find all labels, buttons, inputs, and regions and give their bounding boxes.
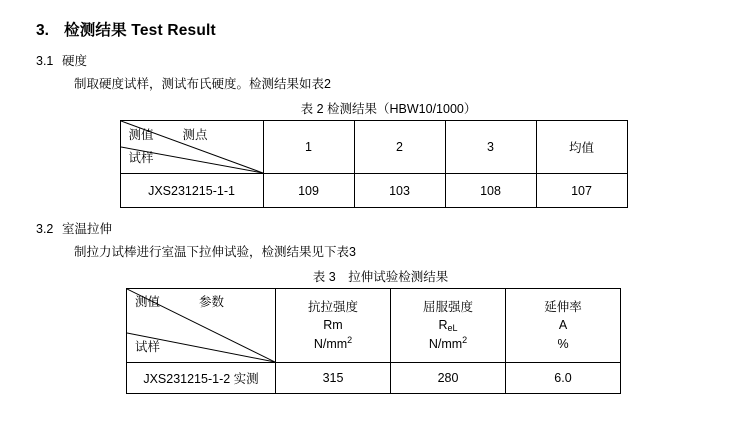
- header-line-1: 屈服强度: [422, 300, 473, 315]
- column-header-2: 2: [354, 121, 445, 174]
- table-row-header: [127, 289, 621, 363]
- hardness-value-1: 109: [263, 174, 354, 208]
- corner-label-top-left: 测值: [135, 295, 161, 309]
- column-header-tensile-strength: [276, 289, 391, 363]
- column-header-elongation: [506, 289, 621, 363]
- header-line-3: %: [557, 336, 569, 351]
- header-line-2: Rm: [323, 318, 343, 333]
- hardness-value-3: 108: [445, 174, 536, 208]
- header-line-1: 抗拉强度: [307, 300, 358, 315]
- body-text-31: 制取硬度试样，测试布氏硬度。检测结果如表2: [74, 76, 331, 91]
- header-line-2: $R_{eL}$: [438, 318, 458, 334]
- header-line-3: $N/mm^2$: [313, 334, 353, 351]
- subsection-title-31: 硬度: [62, 54, 88, 68]
- section-title: 检测结果 Test Result: [64, 22, 216, 39]
- sample-id-cell: JXS231215-1-1: [120, 174, 263, 208]
- column-header-1: 1: [263, 121, 354, 174]
- corner-cell-hardness: [120, 121, 263, 174]
- tensile-table: [126, 288, 621, 394]
- corner-label-bottom-left: 试样: [128, 151, 154, 165]
- table-row-header: [120, 121, 627, 174]
- header-line-3: $N/mm^2$: [428, 334, 468, 351]
- subsection-number-32: 3.2: [36, 222, 54, 236]
- header-line-1: 延伸率: [544, 300, 582, 315]
- hardness-value-average: 107: [536, 174, 627, 208]
- column-header-3: 3: [445, 121, 536, 174]
- page-title: [36, 18, 711, 40]
- table-row: [120, 174, 627, 208]
- corner-label-top-right: 测点: [182, 128, 208, 142]
- corner-label-top-right: 参数: [199, 295, 225, 309]
- table-caption-3: 表 3 拉伸试验检测结果: [312, 270, 449, 284]
- column-header-yield-strength: [391, 289, 506, 363]
- table-3-wrapper: [36, 288, 711, 394]
- hardness-table: [120, 120, 628, 208]
- table-2-wrapper: [36, 120, 711, 208]
- header-line-2: A: [558, 318, 568, 333]
- corner-cell-tensile: [127, 289, 276, 363]
- corner-label-top-left: 测值: [128, 128, 154, 142]
- subsection-number-31: 3.1: [36, 54, 54, 68]
- subsection-title-32: 室温拉伸: [62, 222, 113, 236]
- yield-strength-value: 280: [391, 363, 506, 394]
- column-header-average: 均值: [536, 121, 627, 174]
- table-row: [127, 363, 621, 394]
- elongation-value: 6.0: [506, 363, 621, 394]
- hardness-value-2: 103: [354, 174, 445, 208]
- tensile-strength-value: 315: [276, 363, 391, 394]
- subsection-heading-tensile: [36, 221, 711, 239]
- corner-label-bottom-left: 试样: [135, 340, 161, 354]
- body-text-32: 制拉力试棒进行室温下拉伸试验，检测结果见下表3: [74, 244, 356, 259]
- subsection-heading-hardness: [36, 53, 711, 71]
- section-number: 3.: [36, 22, 49, 39]
- sample-id-cell: JXS231215-1-2 实测: [127, 363, 276, 394]
- table-caption-2: 表 2 检测结果（HBW10/1000）: [300, 102, 477, 116]
